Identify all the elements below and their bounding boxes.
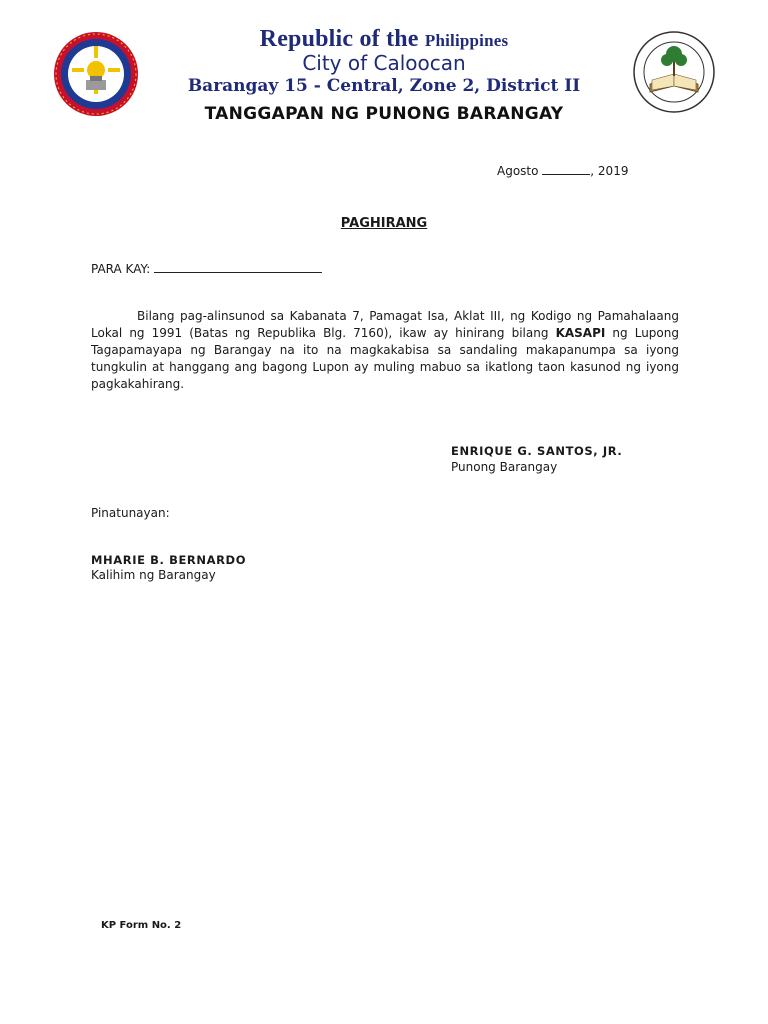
header-republic-main: Republic of the — [259, 26, 419, 52]
addressee-line — [91, 262, 322, 276]
to-label: PARA KAY: — [91, 262, 151, 276]
body-part1: Bilang pag-alinsunod sa Kabanata 7, Pamagat Isa, Aklat III, ng Kodigo ng Pamahalaang Lokal ng 1991 (Batas ng Republika Blg. 7160), ikaw ay hinirang bilang — [91, 309, 679, 340]
attested-label: Pinatunayan: — [91, 506, 170, 520]
signatory2-name: MHARIE B. BERNARDO — [91, 553, 247, 567]
date-blank — [542, 174, 590, 175]
header-city: City of Caloocan — [302, 51, 466, 75]
date-line — [497, 164, 628, 178]
header-republic — [0, 26, 768, 53]
addressee-blank — [154, 272, 322, 273]
body-part2: ng Lupong Tagapamayapa ng Barangay na ito na magkakabisa sa sandaling makapanumpa sa iyong tungkulin at hanggang ang bagong Lupon ay muling mabuo sa ikatlong taon kasunod ng iyong pagkakahirang. — [91, 326, 679, 391]
date-prefix: Agosto — [497, 164, 539, 178]
signatory2-title: Kalihim ng Barangay — [91, 568, 216, 582]
header-barangay: Barangay 15 - Central, Zone 2, District II — [187, 76, 581, 96]
header-office: TANGGAPAN NG PUNONG BARANGAY — [204, 104, 564, 124]
form-number: KP Form No. 2 — [101, 920, 182, 931]
signatory1-title: Punong Barangay — [451, 460, 558, 474]
document-title: PAGHIRANG — [340, 216, 428, 231]
date-suffix: , 2019 — [590, 164, 629, 178]
header-republic-small: Philippines — [424, 31, 509, 50]
body-paragraph — [91, 308, 679, 393]
body-bold: KASAPI — [555, 326, 606, 340]
signatory1-name: ENRIQUE G. SANTOS, JR. — [451, 444, 623, 458]
